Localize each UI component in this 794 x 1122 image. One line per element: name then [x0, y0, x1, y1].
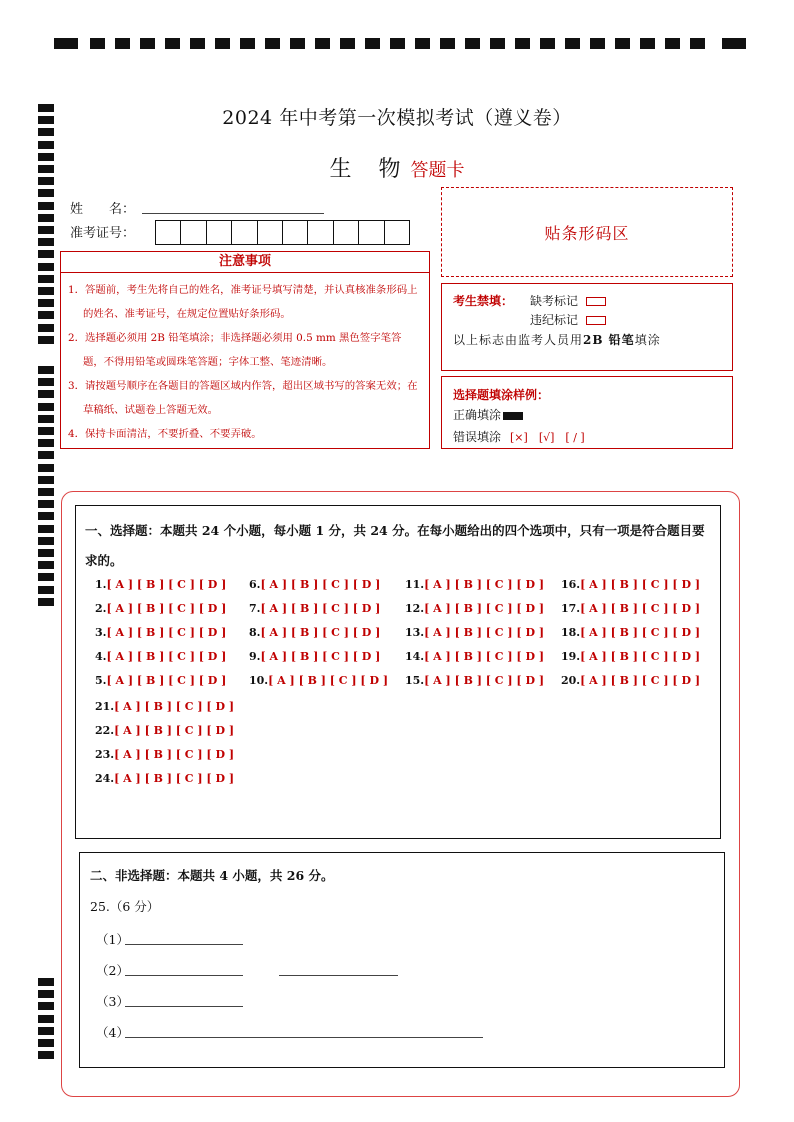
timing-mark [38, 390, 54, 398]
absent-mark-box[interactable] [586, 297, 606, 306]
choice-question[interactable] [95, 602, 226, 615]
timing-mark [265, 38, 280, 49]
answer-options[interactable]: [ A ] [ B ] [ C ] [ D ] [260, 650, 381, 663]
timing-mark [38, 537, 54, 545]
exam-id-boxes[interactable] [156, 220, 410, 245]
answer-options[interactable]: [ A ] [ B ] [ C ] [ D ] [114, 748, 235, 761]
answer-blank[interactable] [125, 1006, 243, 1007]
timing-mark [565, 38, 580, 49]
choice-question[interactable] [249, 650, 380, 663]
absent-mark-label: 缺考标记 [530, 294, 579, 308]
answer-options[interactable]: [ A ] [ B ] [ C ] [ D ] [260, 602, 381, 615]
subject-name: 生 物 [329, 157, 411, 182]
choice-question[interactable] [405, 674, 544, 687]
choice-question[interactable] [405, 578, 544, 591]
question-number: 14. [405, 650, 425, 663]
question-25-label: 25.（6 分） [90, 899, 160, 914]
answer-options[interactable]: [ A ] [ B ] [ C ] [ D ] [580, 626, 701, 639]
timing-mark [540, 38, 555, 49]
proctor-only-title: 考生禁填： [453, 294, 514, 308]
timing-mark [38, 263, 54, 271]
question-number: 15. [405, 674, 425, 687]
wrong-fill-label: 错误填涂 [453, 430, 502, 444]
question-number: 16. [561, 578, 581, 591]
violation-mark-row [530, 311, 606, 328]
answer-options[interactable]: [ A ] [ B ] [ C ] [ D ] [580, 602, 701, 615]
barcode-area: 贴条形码区 [441, 187, 733, 277]
absent-mark-row [530, 292, 606, 309]
timing-mark [465, 38, 480, 49]
timing-mark [38, 586, 54, 594]
choice-question[interactable] [561, 602, 700, 615]
timing-mark [38, 378, 54, 386]
timing-mark [415, 38, 430, 49]
question-number: 19. [561, 650, 581, 663]
id-digit-box[interactable] [257, 220, 283, 245]
timing-mark [515, 38, 530, 49]
choice-question[interactable] [561, 578, 700, 591]
answer-blank[interactable] [125, 1037, 483, 1038]
id-digit-box[interactable] [155, 220, 181, 245]
timing-mark [38, 549, 54, 557]
timing-mark [38, 238, 54, 246]
id-digit-box[interactable] [206, 220, 232, 245]
sub-question-label: （4） [96, 1025, 129, 1040]
answer-blank[interactable] [279, 975, 398, 976]
question-number: 24. [95, 772, 115, 785]
timing-mark [140, 38, 155, 49]
proctor-only-box [441, 283, 733, 371]
answer-options[interactable]: [ A ] [ B ] [ C ] [ D ] [106, 578, 227, 591]
timing-mark [240, 38, 255, 49]
answer-blank[interactable] [125, 975, 243, 976]
question-number: 8. [249, 626, 261, 639]
timing-mark [38, 598, 54, 606]
fill-example-title: 选择题填涂样例： [453, 388, 550, 402]
answer-options[interactable]: [ A ] [ B ] [ C ] [ D ] [106, 626, 227, 639]
answer-options[interactable]: [ A ] [ B ] [ C ] [ D ] [580, 578, 701, 591]
answer-options[interactable]: [ A ] [ B ] [ C ] [ D ] [260, 626, 381, 639]
timing-mark [38, 439, 54, 447]
id-digit-box[interactable] [180, 220, 206, 245]
timing-mark [38, 189, 54, 197]
answer-options[interactable]: [ A ] [ B ] [ C ] [ D ] [114, 700, 235, 713]
question-number: 4. [95, 650, 107, 663]
choice-question[interactable] [95, 700, 234, 713]
timing-mark [90, 38, 105, 49]
notice-item: 2．选择题必须用 2B 铅笔填涂；非选择题必须用 0.5 mm 黑色签字笔答题，不得用铅笔或圆珠笔答题；字体工整、笔迹清晰。 [68, 332, 402, 368]
timing-mark [690, 38, 705, 49]
choice-question[interactable] [405, 626, 544, 639]
question-number: 20. [561, 674, 581, 687]
wrong-fill-row [453, 428, 585, 445]
timing-mark [38, 250, 54, 258]
section2-title: 二、非选择题：本题共 4 小题，共 26 分。 [90, 868, 334, 883]
answer-options[interactable]: [ A ] [ B ] [ C ] [ D ] [106, 650, 227, 663]
section-free-response [79, 852, 725, 1068]
answer-options[interactable]: [ A ] [ B ] [ C ] [ D ] [424, 602, 545, 615]
correct-fill-mark [503, 412, 523, 420]
section1-instructions: 一、选择题：本题共 24 个小题，每小题 1 分，共 24 分。在每小题给出的四个选项中，只有一项是符合题目要求的。 [85, 523, 705, 568]
id-digit-box[interactable] [358, 220, 384, 245]
question-number: 6. [249, 578, 261, 591]
choice-question[interactable] [405, 602, 544, 615]
answer-options[interactable]: [ A ] [ B ] [ C ] [ D ] [260, 578, 381, 591]
notice-item: 4．保持卡面清洁，不要折叠、不要弄破。 [68, 428, 262, 440]
timing-mark [38, 202, 54, 210]
question-number: 2. [95, 602, 107, 615]
timing-mark [722, 38, 746, 49]
proctor-note [453, 331, 661, 348]
timing-mark [38, 451, 54, 459]
timing-mark [315, 38, 330, 49]
sub-question-label: （1） [96, 932, 129, 947]
timing-mark [38, 978, 54, 986]
question-number: 10. [249, 674, 269, 687]
answer-options[interactable]: [ A ] [ B ] [ C ] [ D ] [106, 602, 227, 615]
choice-question[interactable] [95, 674, 226, 687]
choice-question[interactable] [95, 650, 226, 663]
question-number: 21. [95, 700, 115, 713]
timing-mark [38, 990, 54, 998]
timing-mark [640, 38, 655, 49]
timing-mark [38, 336, 54, 344]
timing-mark [38, 275, 54, 283]
timing-mark [38, 324, 54, 332]
wrong-fill-marks: [×] [√] [ / ] [510, 431, 585, 444]
answer-options[interactable]: [ A ] [ B ] [ C ] [ D ] [580, 650, 701, 663]
timing-mark [38, 525, 54, 533]
timing-mark [38, 403, 54, 411]
notice-heading: 注意事项 [60, 251, 430, 273]
choice-question[interactable] [561, 650, 700, 663]
top-timing-marks [54, 38, 748, 50]
timing-mark [38, 561, 54, 569]
timing-mark [38, 488, 54, 496]
question-number: 18. [561, 626, 581, 639]
timing-mark [365, 38, 380, 49]
choice-question[interactable] [95, 748, 234, 761]
timing-mark [38, 415, 54, 423]
answer-card-label: 答题卡 [410, 160, 465, 181]
question-number: 23. [95, 748, 115, 761]
fill-example-box [441, 376, 733, 449]
timing-mark [590, 38, 605, 49]
section-multiple-choice [75, 505, 721, 839]
question-number: 11. [405, 578, 425, 591]
choice-question[interactable] [405, 650, 544, 663]
timing-mark [38, 1027, 54, 1035]
timing-mark [390, 38, 405, 49]
answer-options[interactable]: [ A ] [ B ] [ C ] [ D ] [114, 724, 235, 737]
timing-mark [38, 226, 54, 234]
name-label: 姓 名： [70, 202, 136, 217]
answer-blank[interactable] [125, 944, 243, 945]
timing-mark [215, 38, 230, 49]
timing-mark [38, 366, 54, 374]
timing-mark [490, 38, 505, 49]
timing-mark [290, 38, 305, 49]
proctor-note-end: 填涂 [634, 333, 661, 347]
choice-question[interactable] [95, 772, 234, 785]
notice-list [60, 273, 430, 449]
timing-mark [38, 476, 54, 484]
timing-mark [190, 38, 205, 49]
question-number: 9. [249, 650, 261, 663]
id-digit-box[interactable] [282, 220, 308, 245]
choice-question[interactable] [561, 674, 700, 687]
timing-mark [38, 299, 54, 307]
timing-mark [340, 38, 355, 49]
timing-mark [38, 287, 54, 295]
answer-options[interactable]: [ A ] [ B ] [ C ] [ D ] [106, 674, 227, 687]
timing-mark [38, 427, 54, 435]
timing-mark [615, 38, 630, 49]
violation-mark-label: 违纪标记 [530, 313, 579, 327]
id-digit-box[interactable] [307, 220, 333, 245]
timing-mark [665, 38, 680, 49]
timing-mark [38, 1039, 54, 1047]
sub-question-label: （2） [96, 963, 129, 978]
question-number: 17. [561, 602, 581, 615]
timing-mark [165, 38, 180, 49]
question-number: 5. [95, 674, 107, 687]
choice-question[interactable] [95, 724, 234, 737]
question-number: 12. [405, 602, 425, 615]
answer-options[interactable]: [ A ] [ B ] [ C ] [ D ] [424, 578, 545, 591]
correct-fill-label: 正确填涂 [453, 408, 502, 422]
answer-options[interactable]: [ A ] [ B ] [ C ] [ D ] [424, 650, 545, 663]
proctor-note-pencil: 2B 铅笔 [583, 333, 635, 347]
violation-mark-box[interactable] [586, 316, 606, 325]
timing-mark [38, 311, 54, 319]
id-digit-box[interactable] [231, 220, 257, 245]
timing-mark [38, 141, 54, 149]
exam-id-label: 准考证号： [70, 226, 136, 241]
timing-mark [38, 1015, 54, 1023]
notice-item: 3．请按题号顺序在各题目的答题区域内作答，超出区域书写的答案无效；在草稿纸、试题卷上答题无效。 [68, 380, 418, 416]
question-number: 22. [95, 724, 115, 737]
correct-fill-row [453, 406, 523, 423]
timing-mark [38, 464, 54, 472]
sub-question-label: （3） [96, 994, 129, 1009]
answer-options[interactable]: [ A ] [ B ] [ C ] [ D ] [268, 674, 389, 687]
id-digit-box[interactable] [384, 220, 410, 245]
notice-item: 1．答题前，考生先将自己的姓名，准考证号填写清楚，并认真核准条形码上的姓名、准考证号，在规定位置贴好条形码。 [68, 284, 418, 320]
question-number: 1. [95, 578, 107, 591]
answer-options[interactable]: [ A ] [ B ] [ C ] [ D ] [424, 626, 545, 639]
choice-question[interactable] [95, 626, 226, 639]
choice-question[interactable] [249, 578, 380, 591]
name-field[interactable] [142, 213, 324, 214]
choice-question[interactable] [249, 602, 380, 615]
timing-mark [38, 512, 54, 520]
timing-mark [38, 214, 54, 222]
answer-options[interactable]: [ A ] [ B ] [ C ] [ D ] [580, 674, 701, 687]
question-number: 3. [95, 626, 107, 639]
choice-question[interactable] [95, 578, 226, 591]
answer-options[interactable]: [ A ] [ B ] [ C ] [ D ] [114, 772, 235, 785]
choice-question[interactable] [561, 626, 700, 639]
id-digit-box[interactable] [333, 220, 359, 245]
timing-mark [38, 1002, 54, 1010]
choice-question[interactable] [249, 626, 380, 639]
timing-mark [115, 38, 130, 49]
question-number: 13. [405, 626, 425, 639]
timing-mark [440, 38, 455, 49]
timing-mark [54, 38, 78, 49]
choice-question[interactable] [249, 674, 388, 687]
timing-mark [38, 500, 54, 508]
timing-mark [38, 573, 54, 581]
subject-title [0, 152, 794, 183]
proctor-note-text: 以上标志由监考人员用 [453, 333, 584, 347]
question-number: 7. [249, 602, 261, 615]
exam-title: 2024 年中考第一次模拟考试（遵义卷） [222, 107, 572, 129]
timing-mark [38, 1051, 54, 1059]
answer-options[interactable]: [ A ] [ B ] [ C ] [ D ] [424, 674, 545, 687]
